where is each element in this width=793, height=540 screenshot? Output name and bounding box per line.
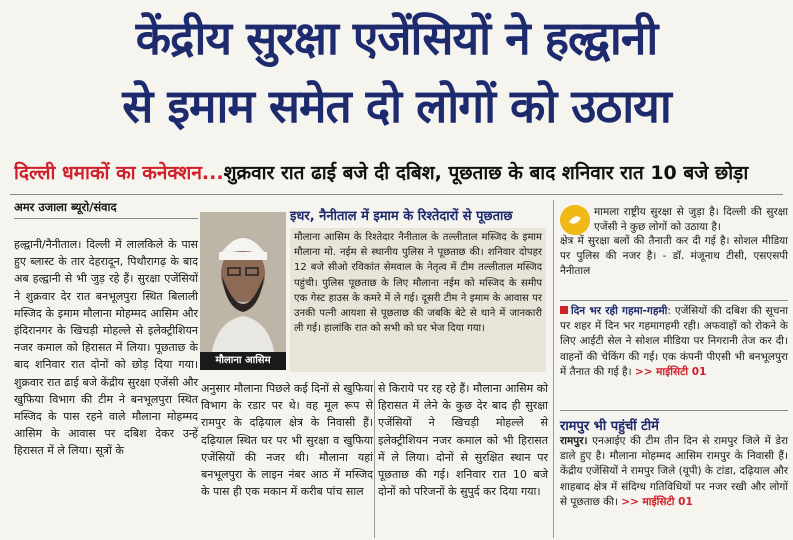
article-column-2 xyxy=(201,380,373,500)
divider-top xyxy=(10,194,783,195)
article-column-1-text: हल्द्वानी/नैनीताल। दिल्ली में लालकिले के पास हुए ब्लास्ट के तार देहरादून, पिथौरागढ़ के बाद अब हल्द्वानी से भी जुड़ रहे हैं। सुरक्षा एजेंसियों ने शुक्रवार देर रात बनभूलपुरा स्थित बिलाली मस्जिद के इमाम मौलाना मोहम्मद आसिम और इंदिरानगर के खिचड़ी मोहल्ले से इलेक्ट्रीशियन नजर कमाल को हिरासत में लिया। पूछताछ के बाद शनिवार रात दोनों को छोड़ दिया गया। शुक्रवार रात ढाई बजे केंद्रीय सुरक्षा एजेंसी और खुफिया विभाग की टीम ने बनभूलपुरा स्थित मस्जिद के पास रहने वाले मौलाना मोहम्मद आसिम के आवास पर दबिश देकर उन्हें हिरासत में ले लिया। सूत्रों के xyxy=(14,238,198,458)
article-column-1 xyxy=(14,236,198,460)
rampur-heading: रामपुर भी पहुंचीं टीमें xyxy=(560,419,659,434)
box-text: मौलाना आसिम के रिश्तेदार नैनीताल के तल्लीताल मस्जिद के इमाम मौलाना मो. नईम से स्थानीय पुलिस ने पूछताछ की। शनिवार दोपहर 12 बजे सीओ रविकांत सेमवाल के नेतृत्व में टीम तल्लीताल मस्जिद पहुंची। पुलिस पूछताछ के लिए मौलाना नईम को मस्जिद के समीप एक गेस्ट हाउस के कमरे में ले गई। दूसरी टीम ने इमाम के आवास पर उनकी पत्नी आयशा से पूछताछ की जबकि बेटे से थाने में जानकारी ली गई। हालांकि रात को सभी को घर भेज दिया गया। xyxy=(290,228,546,372)
article-column-3-text: से किराये पर रह रहे हैं। मौलाना आसिम को हिरासत में लेने के कुछ देर बाद ही सुरक्षा एजेंसियों ने खिचड़ी मोहल्ले से इलेक्ट्रीशियन नजर कमाल को भी हिरासत में ले लिया। दोनों से सुरक्षित स्थान पर पूछताछ की गई। शनिवार रात 10 बजे दोनों को परिजनों के सुपुर्द कर दिया गया। xyxy=(378,382,548,499)
right-divider-1 xyxy=(560,300,788,301)
headline-line-1: केंद्रीय सुरक्षा एजेंसियों ने हल्द्वानी xyxy=(135,11,658,65)
right-divider-2 xyxy=(560,410,788,411)
ghama-gahmi-ref: >> माईसिटी 01 xyxy=(634,365,707,378)
byline-divider xyxy=(14,218,198,219)
rampur-lead: रामपुर। xyxy=(560,435,588,447)
column-divider-right xyxy=(553,200,554,538)
rampur-block xyxy=(560,434,788,510)
subheadline xyxy=(14,158,784,188)
subheadline-highlight: दिल्ली धमाकों का कनेक्शन... xyxy=(14,162,224,184)
logo-mark-icon xyxy=(560,205,590,235)
brand-logo-icon xyxy=(560,205,590,235)
box-heading: इधर, नैनीताल में इमाम के रिश्तेदारों से पूछताछ xyxy=(290,209,513,224)
person-photo-icon xyxy=(200,212,286,368)
photo-caption: मौलाना आसिम xyxy=(200,352,286,370)
ghama-gahmi-block xyxy=(560,304,788,380)
imam-photo xyxy=(200,212,286,368)
column-divider xyxy=(374,380,375,538)
article-column-3 xyxy=(378,380,548,500)
headline-line-2: से इमाम समेत दो लोगों को उठाया xyxy=(122,79,671,133)
red-square-icon xyxy=(560,306,568,314)
ssp-quote-part-2: क्षेत्र में सुरक्षा बलों की तैनाती कर दी गई है। सोशल मीडिया पर पुलिस की नजर है। - डॉ. मंजूनाथ टीसी, एसएसपी नैनीताल xyxy=(560,235,788,278)
ssp-quote-part-1: मामला राष्ट्रीय सुरक्षा से जुड़ा है। दिल्ली की सुरक्षा एजेंसी ने कुछ लोगों को उठाया है। xyxy=(594,206,788,234)
subheadline-rest: शुक्रवार रात ढाई बजे दी दबिश, पूछताछ के बाद शनिवार रात 10 बजे छोड़ा xyxy=(223,162,749,184)
ghama-gahmi-heading: दिन भर रही गहमा-गहमी xyxy=(571,305,668,317)
article-column-2-text: अनुसार मौलाना पिछले कई दिनों से खुफिया विभाग के रडार पर थे। वह मूल रूप से रामपुर के दढ़ियाल क्षेत्र के निवासी हैं। दढ़ियाल स्थित घर पर भी सुरक्षा व खुफिया एजेंसियों की नजर थी। मौलाना यहां बनभूलपुरा के लाइन नंबर आठ में मस्जिद के पास ही एक मकान में करीब पांच साल xyxy=(201,382,373,499)
ghama-gahmi-text: : एजेंसियों की दबिश की सूचना पर शहर में दिन भर गहमागहमी रही। अफवाहों को रोकने के लिए आईटी सेल ने सोशल मीडिया पर निगरानी तेज कर दी। वाहनों की चेकिंग की गई। एक कंपनी पीएसी भी बनभूलपुरा में तैनात की गई है। xyxy=(560,305,788,378)
rampur-text: एनआईए की टीम तीन दिन से रामपुर जिले में डेरा डाले हुए है। मौलाना मोहम्मद आसिम रामपुर के निवासी हैं। केंद्रीय एजेंसियों ने रामपुर जिले (यूपी) के टांडा, दढ़ियाल और शाहबाद क्षेत्र में संदिग्ध गतिविधियों पर नजर रखी और लोगों से पूछताछ की। xyxy=(560,435,788,508)
byline: अमर उजाला ब्यूरो/संवाद xyxy=(14,200,117,214)
rampur-ref: >> माईसिटी 01 xyxy=(621,495,693,508)
